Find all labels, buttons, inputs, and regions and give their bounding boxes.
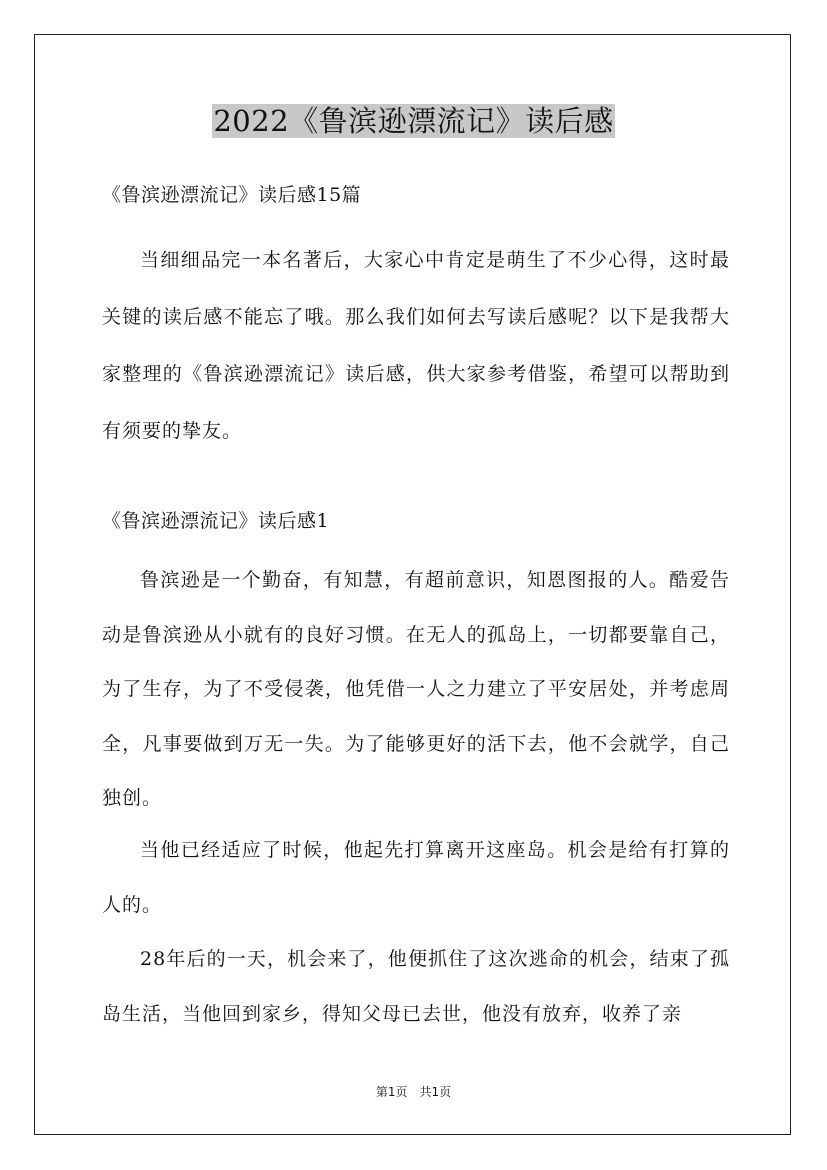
page-footer xyxy=(0,1083,827,1100)
body-paragraph: 鲁滨逊是一个勤奋，有知慧，有超前意识，知恩图报的人。酷爱告动是鲁滨逊从小就有的良好习惯。在无人的孤岛上，一切都要靠自己，为了生存，为了不受侵袭，他凭借一人之力建立了平安居处，并考虑周全，凡事要做到万无一失。为了能够更好的活下去，他不会就学，自己独创。 xyxy=(102,569,730,809)
page-number: 第1页 共1页 xyxy=(375,1085,452,1099)
subtitle: 《鲁滨逊漂流记》读后感15篇 xyxy=(102,184,362,206)
body-paragraph: 28年后的一天，机会来了，他便抓住了这次逃命的机会，结束了孤岛生活，当他回到家乡，得知父母已去世，他没有放弃，收养了亲 xyxy=(102,948,730,1025)
section-heading: 《鲁滨逊漂流记》读后感1 xyxy=(102,510,330,532)
intro-paragraph: 当细细品完一本名著后，大家心中肯定是萌生了不少心得，这时最关键的读后感不能忘了哦。那么我们如何去写读后感呢？以下是我帮大家整理的《鲁滨逊漂流记》读后感，供大家参考借鉴，希望可以帮助到有须要的挚友。 xyxy=(102,249,730,442)
title-text: 2022《鲁滨逊漂流记》读后感 xyxy=(213,104,614,138)
body-paragraph: 当他已经适应了时候，他起先打算离开这座岛。机会是给有打算的人的。 xyxy=(102,839,730,916)
document-title xyxy=(0,100,827,142)
